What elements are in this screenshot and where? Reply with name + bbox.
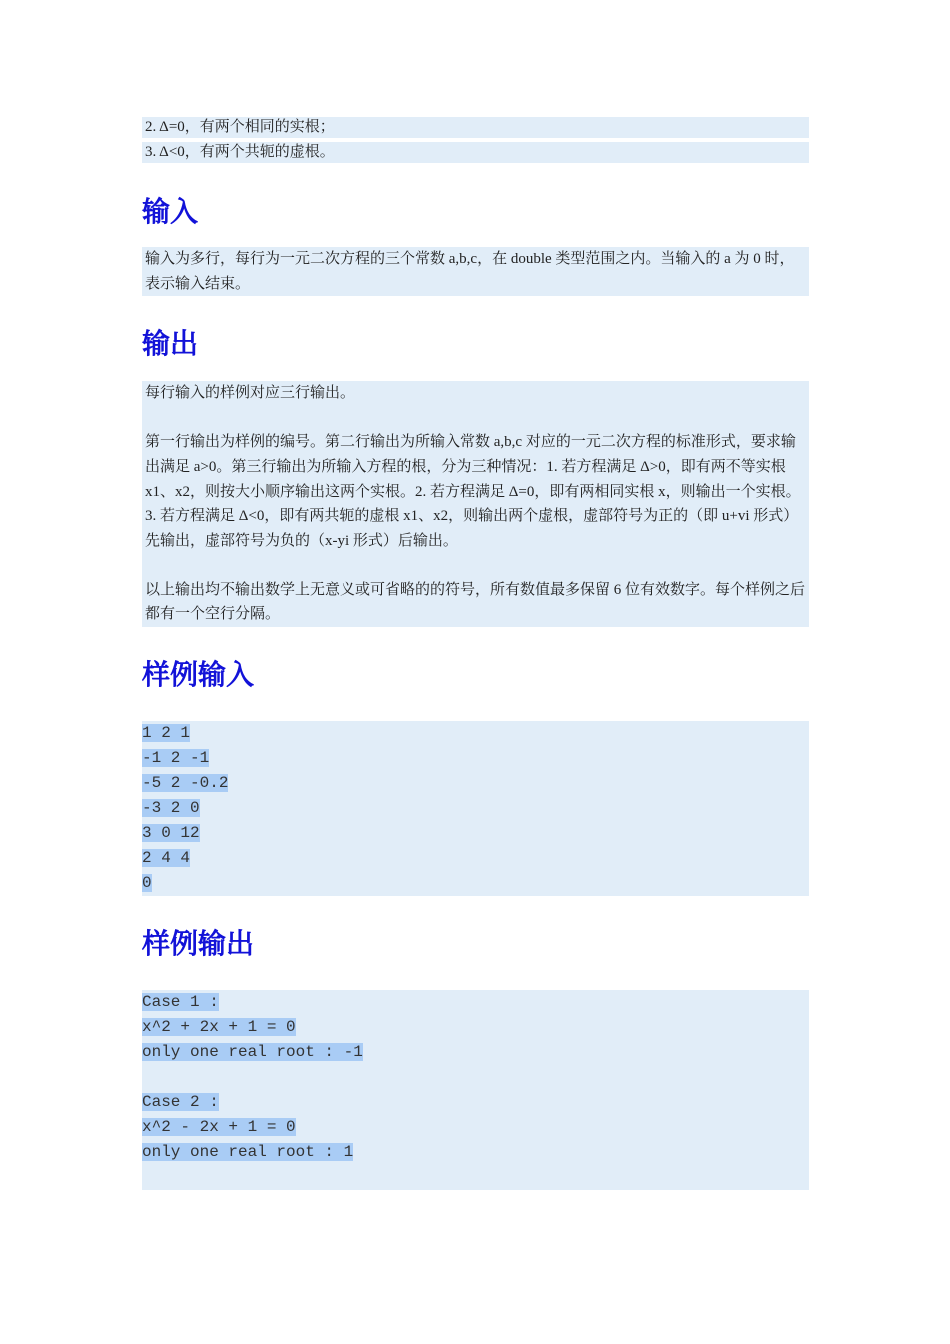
code-line: x^2 + 2x + 1 = 0 xyxy=(142,1018,296,1037)
sample-input-heading: 样例输入 xyxy=(142,658,255,692)
delta-case-3: 3. Δ<0，有两个共轭的虚根。 xyxy=(142,142,809,163)
code-line: only one real root : 1 xyxy=(142,1143,354,1162)
code-line: 3 0 12 xyxy=(142,824,200,843)
output-paragraph-3: 以上输出均不输出数学上无意义或可省略的的符号，所有数值最多保留 6 位有效数字。每个样例之后都有一个空行分隔。 xyxy=(145,581,806,623)
output-paragraph-2: 第一行输出为样例的编号。第二行输出为所输入常数 a,b,c 对应的一元二次方程的标准形式，要求输出满足 a>0。第三行输出为所输入方程的根，分为三种情况：1. 若方程满足 Δ>0，即有两不等实根 x1、x2，则按大小顺序输出这两个实根。2. 若方程满足 Δ=0，即有两相同实根 x，则输出一个实根。3. 若方程满足 Δ<0，即有两共轭的虚根 x1、x2，则输出两个虚根，虚部符号为正的（即 u+vi 形式）先输出，虚部符号为负的（x-yi 形式）后输出。 xyxy=(145,434,801,549)
sample-input-code xyxy=(142,721,809,896)
sample-output-heading: 样例输出 xyxy=(142,927,255,961)
output-heading: 输出 xyxy=(142,327,199,361)
sample-output-code xyxy=(142,990,809,1190)
code-line: Case 1 : xyxy=(142,993,219,1012)
code-line: only one real root : -1 xyxy=(142,1043,363,1062)
input-description: 输入为多行，每行为一元二次方程的三个常数 a,b,c，在 double 类型范围之内。当输入的 a 为 0 时，表示输入结束。 xyxy=(142,247,809,296)
output-paragraph-1: 每行输入的样例对应三行输出。 xyxy=(145,385,356,402)
code-line: 2 4 4 xyxy=(142,849,191,868)
code-line: x^2 - 2x + 1 = 0 xyxy=(142,1118,296,1137)
code-line: 1 2 1 xyxy=(142,724,191,743)
code-line: -5 2 -0.2 xyxy=(142,774,229,793)
output-description xyxy=(142,381,809,627)
delta-case-2: 2. Δ=0，有两个相同的实根； xyxy=(142,117,809,138)
code-line: -1 2 -1 xyxy=(142,749,210,768)
code-line: Case 2 : xyxy=(142,1093,219,1112)
code-line: -3 2 0 xyxy=(142,799,200,818)
code-line: 0 xyxy=(142,874,152,893)
document-content xyxy=(142,117,809,1190)
input-heading: 输入 xyxy=(142,195,199,228)
code-blank-line xyxy=(142,1065,809,1090)
